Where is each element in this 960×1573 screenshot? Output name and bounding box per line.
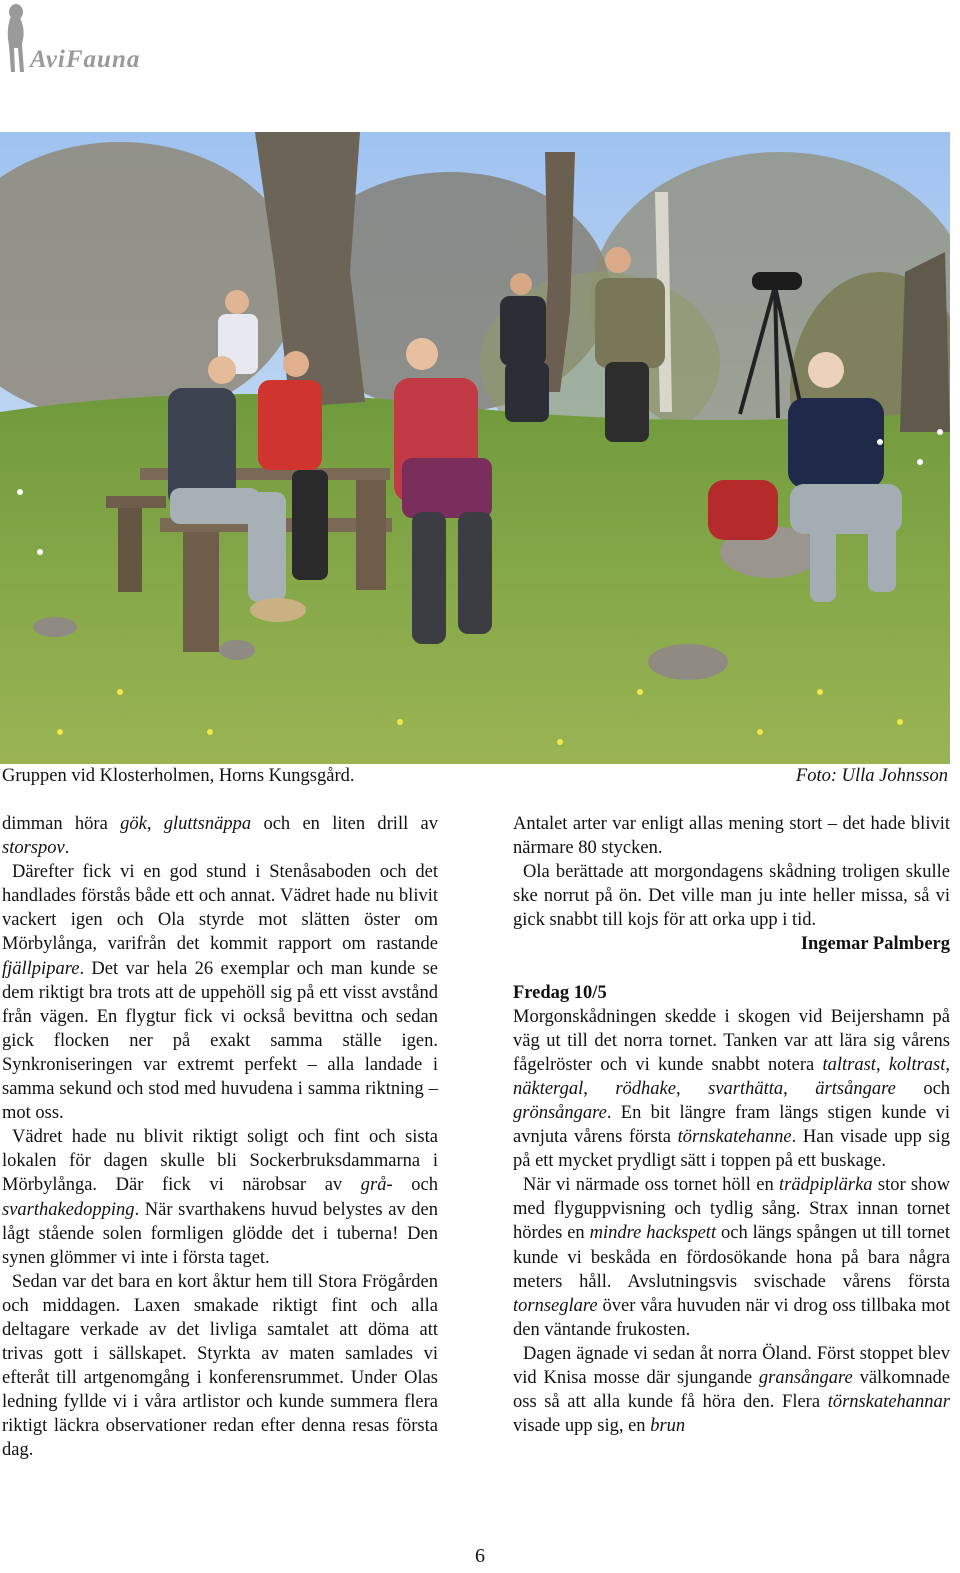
text-run: ,	[583, 1078, 616, 1099]
text-run: dimman höra	[2, 814, 121, 834]
species-name: gök	[120, 814, 147, 834]
text-run: och	[895, 1078, 951, 1099]
section-heading: Fredag 10/5	[513, 982, 607, 1003]
paragraph	[2, 1125, 438, 1270]
species-name: svarthätta	[708, 1078, 784, 1099]
photo-caption: Gruppen vid Klosterholmen, Horns Kungsgård.	[2, 766, 355, 786]
paragraph	[513, 860, 950, 932]
species-name: grönsångare	[513, 1102, 607, 1123]
species-name: rödhake	[615, 1078, 676, 1099]
text-run: välkomnade oss så att alla kunde få höra den. Flera	[513, 1367, 950, 1413]
paragraph	[513, 1342, 950, 1438]
text-run: Ola berättade att morgondagens skådning troligen skulle ske norrut på ön. Det ville man ju inte heller missa, så vi gick snabbt till kojs för att orka upp i tid.	[513, 862, 950, 931]
text-run: Antalet arter var enligt allas mening stort – det hade blivit närmare 80 stycken.	[513, 814, 950, 859]
text-run: ,	[875, 1054, 889, 1075]
logo-text: AviFauna	[30, 46, 141, 73]
text-run: . En bit längre fram längs stigen kunde vi avnjuta vårens första	[513, 1102, 950, 1148]
bird-figure-icon	[2, 2, 32, 74]
text-run: Därefter fick vi en god stund i Stenåsaboden och det handlades förstås både ett och annat. Vädret hade nu blivit vackert igen och Ola styrde mot slätten öster om Mörbylånga, varifrån det kommit rapport om rastande	[2, 862, 438, 955]
species-name: fjällpipare	[2, 958, 80, 979]
paragraph	[2, 1270, 438, 1463]
species-name: taltrast	[822, 1054, 876, 1075]
species-name: näktergal	[513, 1078, 584, 1099]
species-name: gransångare	[758, 1367, 853, 1388]
paragraph	[513, 1173, 950, 1342]
species-name: svarthakedopping	[2, 1199, 135, 1220]
text-run: .	[64, 838, 70, 859]
text-run: och	[392, 1175, 438, 1196]
text-run: . Det var hela 26 exemplar och man kunde se dem riktigt bra trots att de uppehöll sig på ett visst avstånd från vägen. En flygtur fick vi också bevittna och sedan gick flocken ner på exakt samma ställe igen. Synkroniseringen var extremt perfekt – alla landade i samma sekund och stod med huvudena i samma riktning – mot oss.	[2, 958, 438, 1124]
species-name: mindre hackspett	[589, 1223, 717, 1244]
text-run: stor show med flyguppvisning och tydlig sång. Strax innan tornet hördes en	[513, 1175, 950, 1244]
species-name: koltrast	[888, 1054, 946, 1075]
text-run: Dagen ägnade vi sedan åt norra Öland. Först stoppet blev vid Knisa mosse där sjungande	[513, 1343, 950, 1388]
photo-credit: Foto: Ulla Johnsson	[795, 766, 948, 786]
species-name: grå-	[360, 1175, 393, 1196]
species-name: törnskatehanne	[677, 1127, 792, 1148]
author-signature: Ingemar Palmberg	[800, 934, 950, 955]
text-run: visade upp sig, en	[513, 1416, 651, 1437]
right-body	[513, 1005, 950, 1439]
page-number: 6	[475, 1545, 485, 1567]
text-run: Morgonskådningen skedde i skogen vid Beijershamn på väg ut till det norra tornet. Tanken var att lära sig vårens fågelröster och vi kunde snabbt notera	[513, 1006, 950, 1075]
text-run: ,	[146, 814, 164, 834]
species-name: gluttsnäppa	[163, 814, 252, 834]
paragraph	[513, 1005, 950, 1174]
species-name: brun	[650, 1416, 686, 1437]
text-run: Sedan var det bara en kort åktur hem till Stora Frögården och middagen. Laxen smakade riktigt fint och alla deltagare verkade av det livliga samtalet att döma att trivas gott i sällskapet. Styrkta av maten samlades vi efteråt till artgenomgång i konferensrummet. Under Olas ledning fyllde vi i våra artlistor och kunde summera flera riktigt läckra observationer redan efter denna resas första dag.	[2, 1271, 438, 1461]
paragraph	[513, 812, 950, 860]
text-run: ,	[945, 1054, 950, 1075]
species-name: törnskatehannar	[827, 1392, 950, 1413]
text-run: ,	[783, 1078, 816, 1099]
logo	[2, 2, 182, 82]
text-run: . När svarthakens huvud belystes av den lågt stående solen formligen glödde det i tuberna! Den synen glömmer vi inte i första taget.	[2, 1199, 438, 1268]
species-name: tornseglare	[513, 1295, 598, 1316]
species-name: ärtsångare	[815, 1078, 896, 1099]
right-intro	[513, 812, 950, 932]
text-run: När vi närmade oss tornet höll en	[523, 1175, 780, 1196]
group-photo	[0, 132, 950, 764]
text-run: ,	[675, 1078, 709, 1099]
species-name: storspov	[2, 838, 65, 859]
right-column	[513, 812, 950, 1438]
text-run: över våra huvuden när vi drog oss tillbaka mot den väntande frukosten.	[513, 1295, 950, 1340]
text-run: och en liten drill av	[251, 814, 438, 834]
paragraph	[2, 812, 438, 860]
left-column	[2, 812, 438, 1463]
paragraph	[2, 860, 438, 1125]
species-name: trädpiplärka	[779, 1175, 873, 1196]
text-run: Vädret hade nu blivit riktigt soligt och fint och sista lokalen för dagen skulle bli Sockerbruksdammarna i Mörbylånga. Där fick vi närobsar av	[2, 1127, 438, 1196]
text-run: . Han visade upp sig på ett mycket prydligt sätt i toppen på ett buskage.	[513, 1127, 950, 1172]
text-run: och längs spången ut till tornet kunde vi beskåda en fördosökande hona på bara några meters håll. Avslutningsvis svischade vårens första	[513, 1223, 950, 1292]
